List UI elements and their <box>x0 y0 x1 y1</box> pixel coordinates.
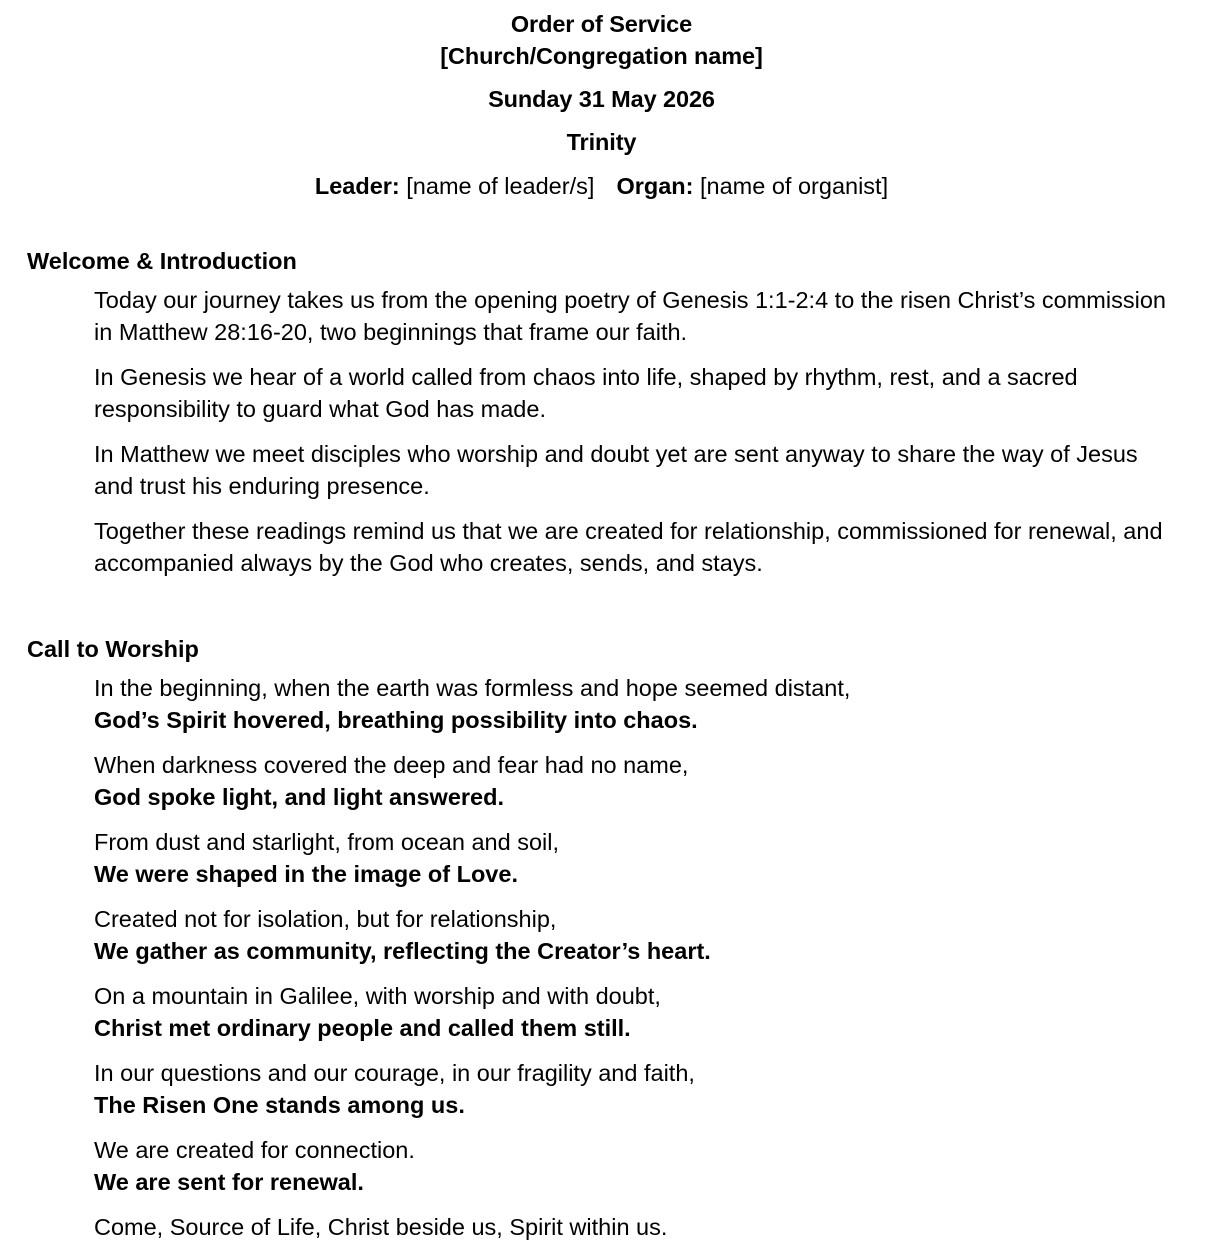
congregation-response: We gather as community, reflecting the Creator’s heart. <box>94 938 711 964</box>
paragraph: In Genesis we hear of a world called from chaos into life, shaped by rhythm, rest, and a sacred responsibility to guard what God has made. <box>94 364 1078 422</box>
congregation-response: God spoke light, and light answered. <box>94 784 504 810</box>
call-response-pair <box>94 980 1176 1044</box>
service-credits <box>27 170 1176 202</box>
congregation-response: We were shaped in the image of Love. <box>94 861 518 887</box>
congregation-response: God’s Spirit hovered, breathing possibility into chaos. <box>94 707 698 733</box>
paragraph: In Matthew we meet disciples who worship and doubt yet are sent anyway to share the way of Jesus and trust his enduring presence. <box>94 441 1138 499</box>
call-response-pair <box>94 826 1176 890</box>
leader-line: Created not for isolation, but for relationship, <box>94 906 557 932</box>
document-title: Order of Service <box>510 11 693 37</box>
closing-invocation-line: Come, Source of Life, Christ beside us, Spirit within us. <box>94 1214 668 1240</box>
service-date: Sunday 31 May 2026 <box>488 86 715 112</box>
organ-value: [name of organist] <box>700 173 889 199</box>
congregation-response: Christ met ordinary people and called them still. <box>94 1015 631 1041</box>
congregation-response: The Risen One stands among us. <box>94 1092 465 1118</box>
leader-line: We are created for connection. <box>94 1137 415 1163</box>
call-response-pair <box>94 749 1176 813</box>
leader-line: In the beginning, when the earth was formless and hope seemed distant, <box>94 675 851 701</box>
organ-label: Organ: <box>616 173 694 199</box>
call-response-pair <box>94 1057 1176 1121</box>
document-title-block <box>27 8 1176 202</box>
leader-line: In our questions and our courage, in our fragility and faith, <box>94 1060 695 1086</box>
call-response-pair <box>94 672 1176 736</box>
leader-line: When darkness covered the deep and fear had no name, <box>94 752 689 778</box>
section-call-to-worship <box>27 634 1176 1243</box>
liturgical-season: Trinity <box>566 129 637 155</box>
section-welcome-introduction <box>27 246 1176 579</box>
leader-value: [name of leader/s] <box>406 173 595 199</box>
leader-line: On a mountain in Galilee, with worship and with doubt, <box>94 983 661 1009</box>
congregation-name: [Church/Congregation name] <box>440 43 763 69</box>
section-body <box>27 284 1176 579</box>
paragraph: Together these readings remind us that we are created for relationship, commissioned for renewal, and accompanied always by the God who creates, sends, and stays. <box>94 518 1163 576</box>
section-heading: Call to Worship <box>27 636 199 662</box>
paragraph: Today our journey takes us from the opening poetry of Genesis 1:1-2:4 to the risen Christ’s commission in Matthew 28:16-20, two beginnings that frame our faith. <box>94 287 1166 345</box>
section-heading: Welcome & Introduction <box>27 248 297 274</box>
congregation-response: We are sent for renewal. <box>94 1169 364 1195</box>
leader-label: Leader: <box>314 173 400 199</box>
call-response-pair <box>94 903 1176 967</box>
section-body <box>27 672 1176 1243</box>
call-response-pair <box>94 1134 1176 1198</box>
leader-line: From dust and starlight, from ocean and soil, <box>94 829 559 855</box>
